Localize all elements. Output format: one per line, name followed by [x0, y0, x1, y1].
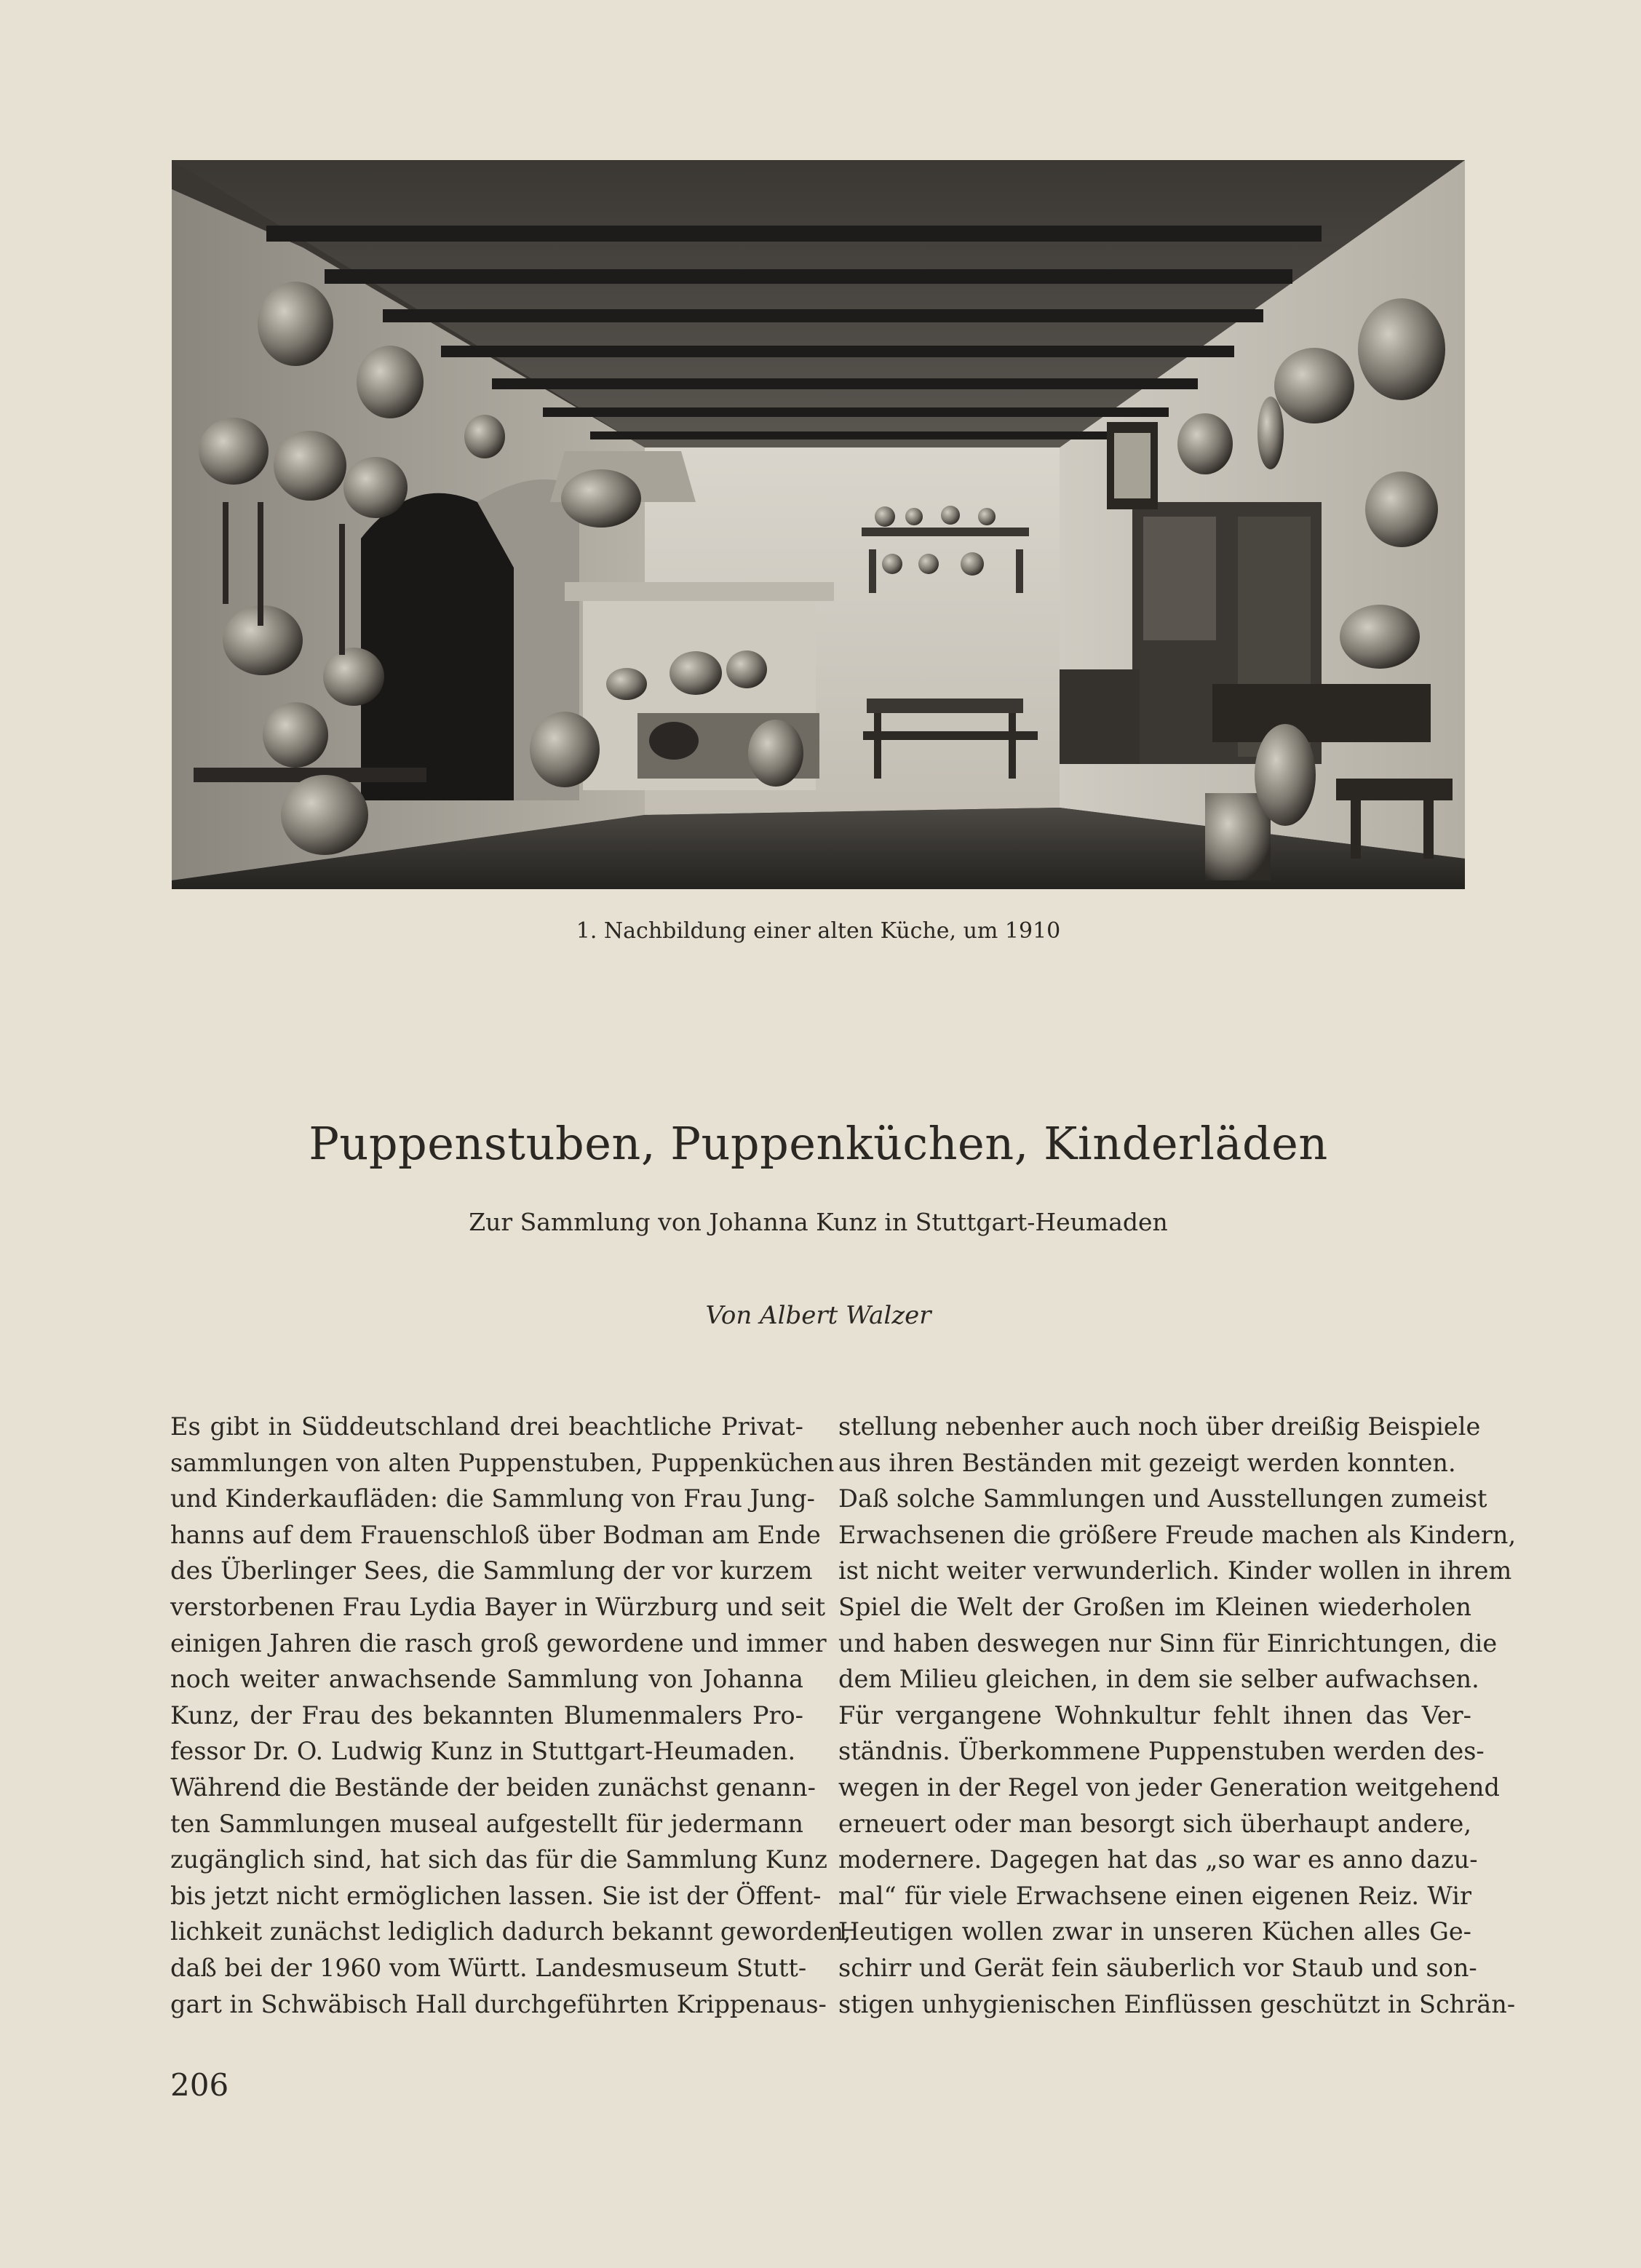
text-line: und Kinderkaufläden: die Sammlung von Frau Jung- [170, 1484, 815, 1513]
text-line: sammlungen von alten Puppenstuben, Puppenküchen [170, 1448, 835, 1477]
text-line: gart in Schwäbisch Hall durchgeführten Krippenaus- [170, 1989, 827, 2018]
kitchen-photo-illustration [172, 160, 1465, 889]
back-table [867, 699, 1023, 713]
text-line: dem Milieu gleichen, in dem sie selber aufwachsen. [838, 1665, 1479, 1694]
text-line: lichkeit zunächst lediglich dadurch bekannt geworden, [170, 1917, 851, 1946]
article-byline: Von Albert Walzer [705, 1301, 931, 1330]
text-line: mal“ für viele Erwachsene einen eigenen Reiz. Wir [838, 1881, 1471, 1910]
text-line: Für vergangene Wohnkultur fehlt ihnen das Ver- [838, 1700, 1471, 1730]
text-line: Heutigen wollen zwar in unseren Küchen alles Ge- [838, 1917, 1471, 1946]
text-line: schirr und Gerät fein säuberlich vor Staub und son- [838, 1953, 1477, 1982]
text-line: ständnis. Überkommene Puppenstuben werden des- [838, 1737, 1485, 1766]
text-line: daß bei der 1960 vom Württ. Landesmuseum Stutt- [170, 1953, 807, 1982]
text-line: verstorbenen Frau Lydia Bayer in Würzburg und seit [170, 1592, 826, 1621]
text-line: modernere. Dagegen hat das „so war es anno dazu- [838, 1845, 1478, 1874]
text-line: stellung nebenher auch noch über dreißig Beispiele [838, 1412, 1481, 1441]
article-title: Puppenstuben, Puppenküchen, Kinderläden [309, 1117, 1328, 1170]
text-column-right [838, 1409, 1517, 2022]
hearth-opening [361, 493, 514, 800]
text-line: fessor Dr. O. Ludwig Kunz in Stuttgart-Heumaden. [170, 1737, 796, 1766]
figure-caption: 1. Nachbildung einer alten Küche, um 1910 [576, 918, 1061, 944]
text-column-left [170, 1409, 851, 2022]
text-line: bis jetzt nicht ermöglichen lassen. Sie ist der Öffent- [170, 1881, 822, 1910]
text-line: ist nicht weiter verwunderlich. Kinder wollen in ihrem [838, 1556, 1512, 1585]
text-line: und haben deswegen nur Sinn für Einrichtungen, die [838, 1628, 1498, 1658]
text-line: noch weiter anwachsende Sammlung von Johanna [170, 1665, 803, 1694]
text-line: Erwachsenen die größere Freude machen als Kindern, [838, 1520, 1517, 1549]
text-line: erneuert oder man besorgt sich überhaupt andere, [838, 1809, 1471, 1838]
text-line: hanns auf dem Frauenschloß über Bodman am Ende [170, 1520, 821, 1549]
text-line: Spiel die Welt der Großen im Kleinen wiederholen [838, 1592, 1471, 1621]
text-line: ten Sammlungen museal aufgestellt für jedermann [170, 1809, 803, 1838]
text-line: aus ihren Beständen mit gezeigt werden konnten. [838, 1448, 1456, 1477]
page-number: 206 [170, 2067, 229, 2103]
text-line: einigen Jahren die rasch groß gewordene und immer [170, 1628, 827, 1658]
article-subtitle: Zur Sammlung von Johanna Kunz in Stuttgart-Heumaden [469, 1208, 1168, 1236]
text-line: stigen unhygienischen Einflüssen geschützt in Schrän- [838, 1989, 1516, 2018]
kitchen-photograph [172, 160, 1465, 889]
text-line: Es gibt in Süddeutschland drei beachtliche Privat- [170, 1412, 803, 1441]
text-line: Kunz, der Frau des bekannten Blumenmalers Pro- [170, 1700, 803, 1730]
text-line: wegen in der Regel von jeder Generation weitgehend [838, 1772, 1500, 1802]
text-line: Während die Bestände der beiden zunächst genann- [170, 1772, 816, 1802]
text-line: des Überlinger Sees, die Sammlung der vor kurzem [170, 1556, 813, 1585]
text-line: zugänglich sind, hat sich das für die Sammlung Kunz [170, 1845, 827, 1874]
text-line: Daß solche Sammlungen und Ausstellungen zumeist [838, 1484, 1487, 1513]
